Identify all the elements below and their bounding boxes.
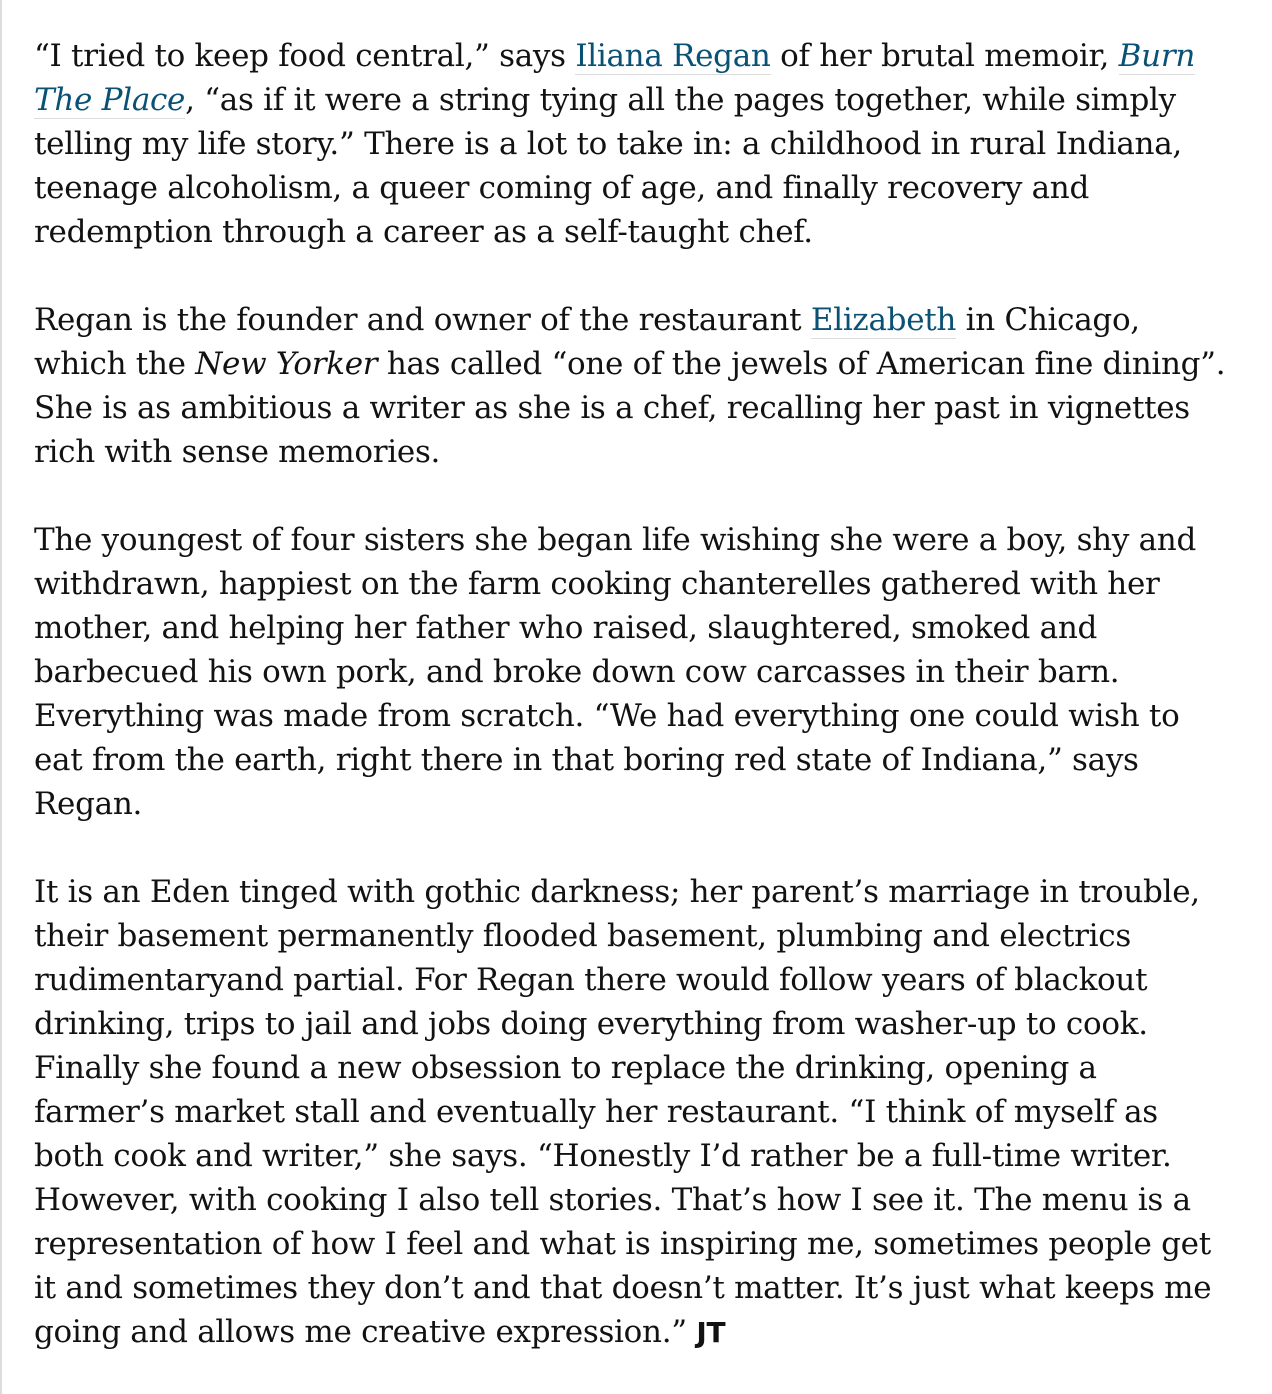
book-title: Burn The Place — [34, 38, 1196, 118]
paragraph-3: The youngest of four sisters she began life wishing she were a boy, shy and withdrawn, happiest on the farm cooking chanterelles gathered with her mother, and helping her father who raised, slaughtered, smoked and barbecued his own pork, and broke down cow carcasses in their barn. Everything was made from scratch. “We had everything one could wish to eat from the earth, right there in that boring red state of Indiana,” says Regan. — [34, 522, 1197, 822]
publication-name: New Yorker — [195, 346, 378, 382]
link-elizabeth[interactable]: Elizabeth — [810, 302, 957, 338]
p2-text-2: in Chicago, which the — [34, 302, 1140, 382]
p1-text-2: of her brutal memoir, — [770, 38, 1119, 74]
article-body — [34, 34, 1234, 1355]
paragraph-1 — [34, 34, 1234, 254]
p1-text-1: “I tried to keep food central,” says — [34, 38, 576, 74]
p2-text-1: Regan is the founder and owner of the restaurant — [34, 302, 811, 338]
left-border-rule — [0, 0, 2, 1394]
paragraph-2 — [34, 298, 1234, 474]
p1-text-3: , “as if it were a string tying all the pages together, while simply telling my life story.” There is a lot to take in: a childhood in rural Indiana, teenage alcoholism, a queer coming of age, and finally recovery and redemption through a career as a self-taught chef. — [34, 82, 1182, 250]
p4-text: It is an Eden tinged with gothic darkness; her parent’s marriage in trouble, their basement permanently flooded basement, plumbing and electrics rudimentaryand partial. For Regan there would follow years of blackout drinking, trips to jail and jobs doing everything from washer-up to cook. Finally she found a new obsession to replace the drinking, opening a farmer’s market stall and eventually her restaurant. “I think of myself as both cook and writer,” she says. “Honestly I’d rather be a full-time writer. However, with cooking I also tell stories. That’s how I see it. The menu is a representation of how I feel and what is inspiring me, sometimes people get it and sometimes they don’t and that doesn’t matter. It’s just what keeps me going and allows me creative expression.” — [34, 874, 1212, 1350]
paragraph-4 — [34, 870, 1234, 1355]
author-initials: JT — [696, 1316, 726, 1349]
p2-text-3: has called “one of the jewels of American fine dining”. She is as ambitious a writer as she is a chef, recalling her past in vignettes rich with sense memories. — [34, 346, 1226, 470]
link-iliana-regan[interactable]: Iliana Regan — [575, 38, 771, 74]
